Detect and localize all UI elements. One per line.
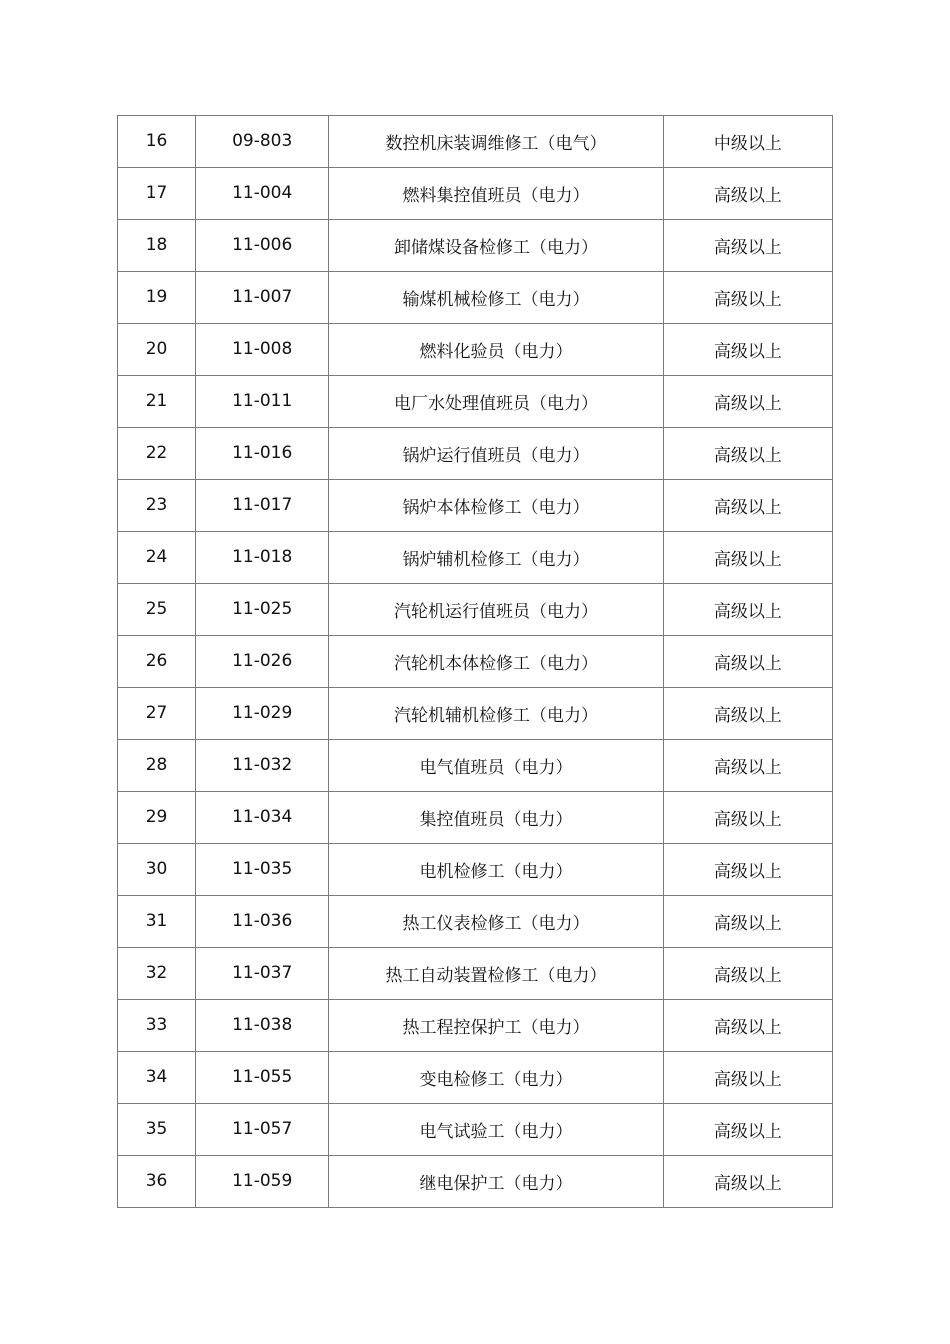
row-number-cell: [118, 1104, 196, 1156]
occupation-name-text: 燃料集控值班员（电力）: [402, 186, 590, 206]
occupation-name-text: 电厂水处理值班员（电力）: [393, 394, 598, 414]
row-number-text: 18: [145, 234, 168, 255]
row-number-cell: [118, 1156, 196, 1208]
occupation-code-text: 11-034: [232, 806, 293, 827]
table-row: [118, 116, 833, 168]
skill-level-text: 高级以上: [713, 342, 782, 362]
occupation-code-text: 11-057: [232, 1118, 293, 1139]
skill-level-text: 高级以上: [713, 758, 782, 778]
row-number-cell: [118, 428, 196, 480]
row-number-text: 25: [145, 598, 168, 619]
skill-level-cell: [663, 324, 832, 376]
occupation-code-cell: [196, 740, 329, 792]
row-number-text: 19: [145, 286, 168, 307]
row-number-cell: [118, 376, 196, 428]
skill-level-cell: [663, 1104, 832, 1156]
row-number-text: 26: [145, 650, 168, 671]
skill-level-text: 高级以上: [713, 498, 782, 518]
skill-level-cell: [663, 948, 832, 1000]
occupation-code-cell: [196, 220, 329, 272]
skill-level-cell: [663, 688, 832, 740]
row-number-cell: [118, 688, 196, 740]
occupation-code-text: 11-007: [232, 286, 293, 307]
skill-level-text: 高级以上: [713, 706, 782, 726]
skill-level-text: 高级以上: [713, 1122, 782, 1142]
table-row: [118, 1052, 833, 1104]
table-row: [118, 532, 833, 584]
occupation-name-cell: [329, 428, 663, 480]
row-number-text: 20: [145, 338, 168, 359]
skill-level-cell: [663, 480, 832, 532]
row-number-cell: [118, 1000, 196, 1052]
occupation-code-text: 11-006: [232, 234, 293, 255]
skill-level-text: 高级以上: [713, 654, 782, 674]
skill-level-text: 高级以上: [713, 1070, 782, 1090]
skill-level-cell: [663, 896, 832, 948]
row-number-cell: [118, 324, 196, 376]
occupation-name-text: 燃料化验员（电力）: [419, 342, 573, 362]
row-number-cell: [118, 220, 196, 272]
occupation-code-text: 11-038: [232, 1014, 293, 1035]
occupation-name-cell: [329, 376, 663, 428]
occupation-code-text: 11-059: [232, 1170, 293, 1191]
row-number-cell: [118, 948, 196, 1000]
occupation-name-cell: [329, 1052, 663, 1104]
occupation-name-cell: [329, 1104, 663, 1156]
skill-level-cell: [663, 1052, 832, 1104]
skill-level-text: 高级以上: [713, 914, 782, 934]
table-row: [118, 220, 833, 272]
occupation-name-text: 电机检修工（电力）: [419, 862, 573, 882]
occupation-code-cell: [196, 636, 329, 688]
occupation-name-text: 锅炉运行值班员（电力）: [402, 446, 590, 466]
occupation-code-cell: [196, 168, 329, 220]
occupation-name-text: 电气试验工（电力）: [419, 1122, 573, 1142]
occupation-code-cell: [196, 948, 329, 1000]
occupation-code-cell: [196, 896, 329, 948]
row-number-text: 32: [145, 962, 168, 983]
row-number-text: 28: [145, 754, 168, 775]
table-row: [118, 428, 833, 480]
occupation-name-text: 输煤机械检修工（电力）: [402, 290, 590, 310]
skill-level-cell: [663, 168, 832, 220]
occupation-code-cell: [196, 428, 329, 480]
occupation-name-cell: [329, 116, 663, 168]
skill-level-text: 高级以上: [713, 238, 782, 258]
occupation-code-cell: [196, 1104, 329, 1156]
occupation-code-cell: [196, 324, 329, 376]
occupation-code-text: 11-025: [232, 598, 293, 619]
occupation-code-text: 11-008: [232, 338, 293, 359]
table-row: [118, 740, 833, 792]
table-row: [118, 1104, 833, 1156]
occupation-name-text: 数控机床装调维修工（电气）: [385, 134, 607, 154]
skill-level-cell: [663, 220, 832, 272]
occupation-code-text: 11-026: [232, 650, 293, 671]
occupation-name-text: 锅炉本体检修工（电力）: [402, 498, 590, 518]
occupation-code-cell: [196, 584, 329, 636]
occupation-code-text: 11-037: [232, 962, 293, 983]
occupation-name-text: 集控值班员（电力）: [419, 810, 573, 830]
row-number-cell: [118, 896, 196, 948]
occupation-code-cell: [196, 1156, 329, 1208]
skill-level-text: 高级以上: [713, 810, 782, 830]
skill-level-text: 高级以上: [713, 1018, 782, 1038]
occupation-name-cell: [329, 480, 663, 532]
row-number-cell: [118, 480, 196, 532]
skill-level-cell: [663, 376, 832, 428]
skill-level-cell: [663, 1000, 832, 1052]
occupation-name-cell: [329, 220, 663, 272]
occupation-code-text: 11-032: [232, 754, 293, 775]
row-number-text: 30: [145, 858, 168, 879]
occupation-code-cell: [196, 1000, 329, 1052]
occupation-name-cell: [329, 584, 663, 636]
occupation-code-cell: [196, 376, 329, 428]
skill-level-text: 高级以上: [713, 446, 782, 466]
skill-level-cell: [663, 272, 832, 324]
occupation-name-cell: [329, 948, 663, 1000]
occupation-name-text: 继电保护工（电力）: [419, 1174, 573, 1194]
row-number-text: 16: [145, 130, 168, 151]
row-number-text: 33: [145, 1014, 168, 1035]
occupation-code-cell: [196, 792, 329, 844]
skill-level-cell: [663, 1156, 832, 1208]
skill-level-cell: [663, 844, 832, 896]
skill-level-cell: [663, 116, 832, 168]
row-number-cell: [118, 792, 196, 844]
table-row: [118, 1156, 833, 1208]
occupation-code-text: 09-803: [232, 130, 293, 151]
row-number-text: 36: [145, 1170, 168, 1191]
occupation-code-cell: [196, 532, 329, 584]
row-number-cell: [118, 168, 196, 220]
table-row: [118, 376, 833, 428]
table-row: [118, 1000, 833, 1052]
occupation-code-text: 11-055: [232, 1066, 293, 1087]
table-row: [118, 168, 833, 220]
table-row: [118, 948, 833, 1000]
occupation-name-text: 锅炉辅机检修工（电力）: [402, 550, 590, 570]
occupation-name-text: 汽轮机辅机检修工（电力）: [393, 706, 598, 726]
skill-level-cell: [663, 532, 832, 584]
occupation-name-cell: [329, 844, 663, 896]
table-row: [118, 272, 833, 324]
occupation-table: [117, 115, 833, 1208]
occupation-code-cell: [196, 116, 329, 168]
occupation-code-text: 11-029: [232, 702, 293, 723]
table-row: [118, 480, 833, 532]
skill-level-cell: [663, 584, 832, 636]
occupation-code-text: 11-004: [232, 182, 293, 203]
row-number-text: 29: [145, 806, 168, 827]
row-number-text: 23: [145, 494, 168, 515]
occupation-name-cell: [329, 636, 663, 688]
occupation-code-text: 11-011: [232, 390, 293, 411]
occupation-code-cell: [196, 688, 329, 740]
row-number-cell: [118, 636, 196, 688]
table-row: [118, 792, 833, 844]
occupation-code-text: 11-018: [232, 546, 293, 567]
row-number-text: 21: [145, 390, 168, 411]
occupation-name-cell: [329, 1000, 663, 1052]
table-row: [118, 636, 833, 688]
table-row: [118, 584, 833, 636]
occupation-name-cell: [329, 324, 663, 376]
occupation-name-cell: [329, 1156, 663, 1208]
occupation-name-text: 汽轮机本体检修工（电力）: [393, 654, 598, 674]
occupation-name-cell: [329, 168, 663, 220]
skill-level-cell: [663, 428, 832, 480]
occupation-name-cell: [329, 532, 663, 584]
occupation-code-text: 11-017: [232, 494, 293, 515]
skill-level-cell: [663, 740, 832, 792]
occupation-name-text: 热工仪表检修工（电力）: [402, 914, 590, 934]
occupation-name-text: 热工自动装置检修工（电力）: [385, 966, 607, 986]
row-number-text: 24: [145, 546, 168, 567]
skill-level-cell: [663, 792, 832, 844]
skill-level-text: 高级以上: [713, 290, 782, 310]
row-number-cell: [118, 584, 196, 636]
row-number-cell: [118, 740, 196, 792]
occupation-code-text: 11-035: [232, 858, 293, 879]
skill-level-text: 高级以上: [713, 394, 782, 414]
row-number-cell: [118, 116, 196, 168]
skill-level-text: 高级以上: [713, 550, 782, 570]
occupation-name-text: 卸储煤设备检修工（电力）: [393, 238, 598, 258]
skill-level-text: 高级以上: [713, 186, 782, 206]
skill-level-text: 高级以上: [713, 966, 782, 986]
occupation-name-text: 热工程控保护工（电力）: [402, 1018, 590, 1038]
occupation-name-cell: [329, 896, 663, 948]
occupation-name-cell: [329, 688, 663, 740]
table-row: [118, 324, 833, 376]
table-row: [118, 896, 833, 948]
row-number-text: 27: [145, 702, 168, 723]
row-number-text: 22: [145, 442, 168, 463]
row-number-text: 34: [145, 1066, 168, 1087]
skill-level-text: 高级以上: [713, 602, 782, 622]
table-row: [118, 844, 833, 896]
row-number-cell: [118, 1052, 196, 1104]
occupation-code-cell: [196, 272, 329, 324]
skill-level-cell: [663, 636, 832, 688]
occupation-name-cell: [329, 272, 663, 324]
skill-level-text: 高级以上: [713, 1174, 782, 1194]
occupation-code-cell: [196, 844, 329, 896]
occupation-name-text: 变电检修工（电力）: [419, 1070, 573, 1090]
row-number-cell: [118, 272, 196, 324]
row-number-text: 17: [145, 182, 168, 203]
occupation-name-cell: [329, 792, 663, 844]
occupation-name-text: 汽轮机运行值班员（电力）: [393, 602, 598, 622]
occupation-name-text: 电气值班员（电力）: [419, 758, 573, 778]
row-number-cell: [118, 844, 196, 896]
row-number-text: 31: [145, 910, 168, 931]
table-body: [118, 116, 833, 1208]
skill-level-text: 中级以上: [713, 134, 782, 154]
row-number-text: 35: [145, 1118, 168, 1139]
occupation-name-cell: [329, 740, 663, 792]
occupation-code-text: 11-036: [232, 910, 293, 931]
occupation-code-text: 11-016: [232, 442, 293, 463]
occupation-code-cell: [196, 1052, 329, 1104]
table-row: [118, 688, 833, 740]
skill-level-text: 高级以上: [713, 862, 782, 882]
occupation-code-cell: [196, 480, 329, 532]
row-number-cell: [118, 532, 196, 584]
